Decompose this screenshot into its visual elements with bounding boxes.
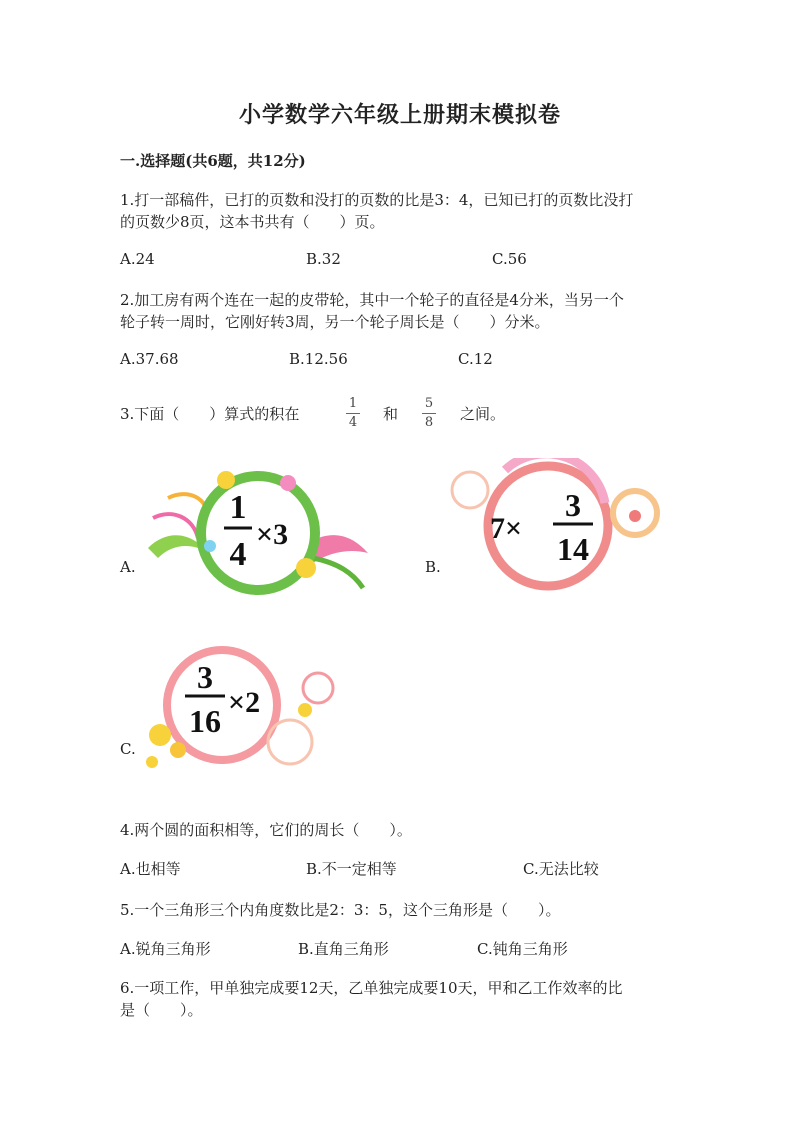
question-2-option-b[interactable]: B.12.56: [289, 350, 348, 368]
question-6-line-1: 6.一项工作，甲单独完成要12天，乙单独完成要10天，甲和乙工作效率的比: [120, 979, 623, 997]
swirl-decoration: [313, 558, 363, 588]
question-1-line-2: 的页数少8页，这本书共有（ ）页。: [120, 213, 385, 231]
expr-denominator: 4: [229, 536, 247, 573]
flower-decoration: [146, 756, 158, 768]
fraction-bar: [346, 413, 360, 414]
small-ring-decoration: [452, 472, 488, 508]
fraction-numerator: 1: [348, 396, 358, 411]
question-2-option-a[interactable]: A.37.68: [120, 350, 179, 368]
flower-decoration: [280, 475, 296, 491]
question-3-prefix: 3.下面（ ）算式的积在: [120, 405, 300, 423]
question-1-option-c[interactable]: C.56: [492, 250, 527, 268]
flower-decoration: [298, 703, 312, 717]
expr-numerator: 3: [565, 487, 581, 523]
question-1-line-1: 1.打一部稿件，已打的页数和没打的页数的比是3：4，已知已打的页数比没打: [120, 191, 634, 209]
expr-numerator: 1: [229, 489, 247, 526]
flower-decoration: [149, 724, 171, 746]
fraction-bar: [422, 413, 436, 414]
question-3-option-c-label[interactable]: C.: [120, 740, 136, 758]
question-3-and: 和: [383, 405, 399, 423]
expr-multiplier: ×3: [256, 518, 289, 551]
question-5-option-a[interactable]: A.锐角三角形: [120, 940, 211, 958]
question-3-option-a-label[interactable]: A.: [120, 558, 136, 576]
question-1-option-b[interactable]: B.32: [306, 250, 341, 268]
flower-decoration: [296, 558, 316, 578]
fraction-five-eighths: [422, 396, 436, 431]
section-heading: 一.选择题(共6题，共12分): [120, 152, 306, 170]
question-4-option-a[interactable]: A.也相等: [120, 860, 181, 878]
question-5-option-b[interactable]: B.直角三角形: [298, 940, 389, 958]
question-2-option-c[interactable]: C.12: [458, 350, 493, 368]
pink-ring: [167, 650, 277, 760]
question-3-suffix: 之间。: [460, 405, 506, 423]
question-4-option-b[interactable]: B.不一定相等: [306, 860, 397, 878]
question-1-option-a[interactable]: A.24: [120, 250, 155, 268]
expr-multiplier: ×2: [228, 686, 261, 719]
option-c-pink-ring-image[interactable]: [140, 640, 340, 775]
question-6-line-2: 是（ ）。: [120, 1001, 203, 1019]
expr-denominator: 16: [189, 703, 221, 739]
question-5-text: 5.一个三角形三个内角度数比是2：3：5，这个三角形是（ ）。: [120, 901, 561, 919]
question-4-text: 4.两个圆的面积相等，它们的周长（ ）。: [120, 821, 412, 839]
expr-numerator: 3: [197, 659, 213, 695]
option-b-pink-ring-image[interactable]: [445, 458, 670, 593]
question-2-line-1: 2.加工房有两个连在一起的皮带轮，其中一个轮子的直径是4分米，当另一个: [120, 291, 624, 309]
expr-multiplicand: 7×: [490, 512, 523, 545]
flower-decoration: [170, 742, 186, 758]
small-ring-decoration: [268, 720, 312, 764]
flower-decoration: [217, 471, 235, 489]
fraction-denominator: 4: [348, 415, 358, 430]
fraction-one-quarter: [346, 396, 360, 431]
question-3-option-b-label[interactable]: B.: [425, 558, 441, 576]
small-ring-decoration: [303, 673, 333, 703]
flower-decoration: [204, 540, 216, 552]
flower-decoration: [629, 510, 641, 522]
fraction-denominator: 8: [424, 415, 434, 430]
question-5-option-c[interactable]: C.钝角三角形: [477, 940, 568, 958]
question-4-option-c[interactable]: C.无法比较: [523, 860, 599, 878]
fraction-numerator: 5: [424, 396, 434, 411]
option-a-flower-ring-image[interactable]: [138, 458, 378, 598]
page-title: 小学数学六年级上册期末模拟卷: [238, 102, 561, 128]
swirl-decoration: [153, 514, 198, 538]
question-2-line-2: 轮子转一周时，它刚好转3周，另一个轮子周长是（ ）分米。: [120, 313, 550, 331]
expr-denominator: 14: [557, 531, 589, 567]
